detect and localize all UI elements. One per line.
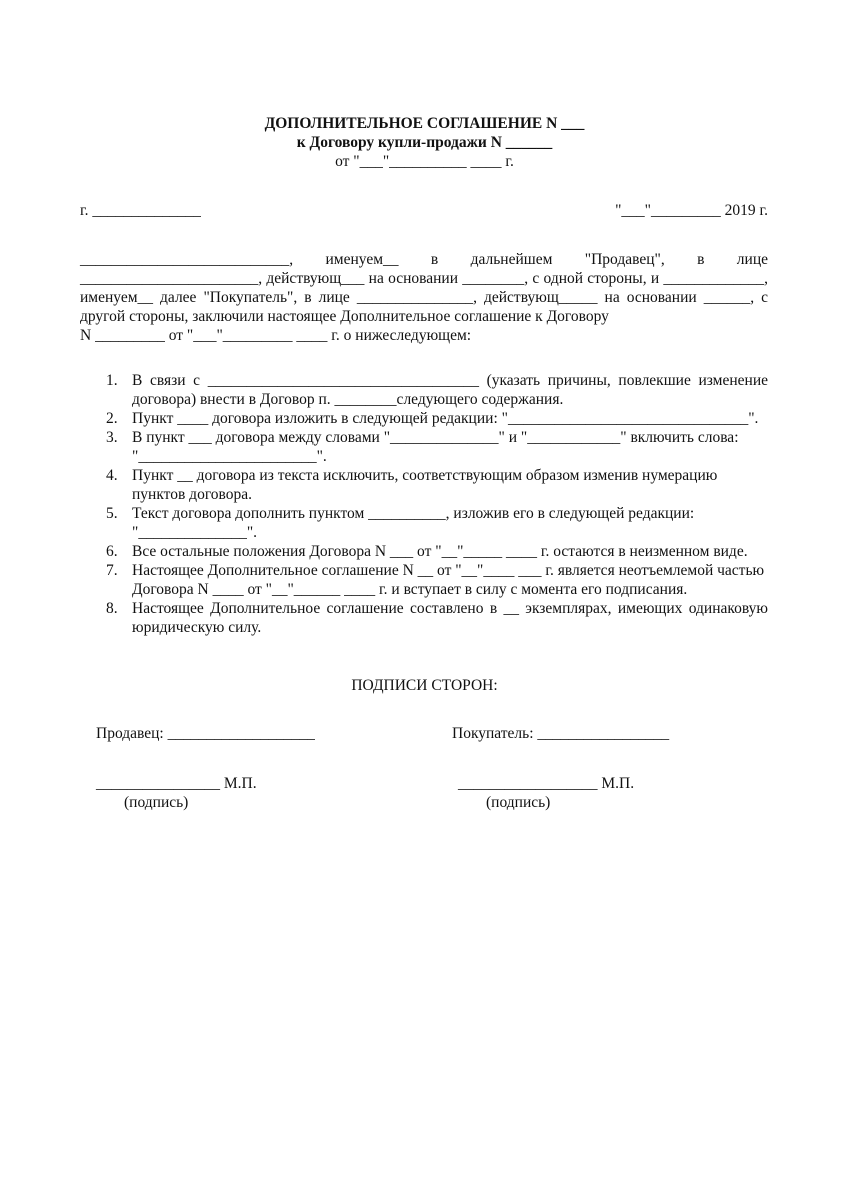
clause-line: Настоящее Дополнительное соглашение составлено в __ экземплярах, имеющих одинаковую bbox=[132, 600, 768, 617]
clause-line: В связи с ___________________________________ (указать причины, повлекшие изменение bbox=[132, 372, 768, 389]
clause-line: В пункт ___ договора между словами "______________" и "____________" включить слова: bbox=[132, 429, 739, 446]
preamble-line: N _________ от "___"_________ ____ г. о нижеследующем: bbox=[80, 327, 472, 344]
preamble-line: именуем__ далее "Покупатель", в лице _______________, действующ_____ на основании ______, с bbox=[80, 289, 768, 306]
clause-number: 6. bbox=[106, 543, 118, 560]
seller-label: Продавец: ___________________ bbox=[96, 725, 315, 742]
clause-item bbox=[80, 542, 768, 561]
clause-item bbox=[80, 409, 768, 428]
clause-line: Настоящее Дополнительное соглашение N __ от "__"____ ___ г. является неотъемлемой частью bbox=[132, 562, 765, 579]
document-date-line: от "___"__________ ____ г. bbox=[335, 153, 514, 170]
clause-line: "_______________________". bbox=[132, 448, 327, 465]
date-field: "___"_________ 2019 г. bbox=[615, 202, 768, 219]
document-title: ДОПОЛНИТЕЛЬНОЕ СОГЛАШЕНИЕ N ___ bbox=[264, 115, 585, 132]
preamble-line: _______________________, действующ___ на основании ________, с одной стороны, и _____________, bbox=[80, 270, 768, 287]
clause-item bbox=[80, 428, 768, 466]
clause-line: "______________". bbox=[132, 524, 258, 541]
clause-line: Пункт ____ договора изложить в следующей редакции: "_______________________________". bbox=[132, 410, 759, 427]
clause-number: 1. bbox=[106, 372, 118, 389]
seller-signature-caption: (подпись) bbox=[124, 794, 189, 811]
clause-number: 2. bbox=[106, 410, 118, 427]
clause-line: Текст договора дополнить пунктом __________, изложив его в следующей редакции: bbox=[132, 505, 695, 522]
clauses-list bbox=[80, 371, 768, 637]
clause-item bbox=[80, 599, 768, 637]
buyer-signature-block bbox=[458, 774, 634, 812]
buyer-signature-caption: (подпись) bbox=[486, 794, 551, 811]
preamble-line: другой стороны, заключили настоящее Дополнительное соглашение к Договору bbox=[80, 308, 609, 325]
clause-line: договора) внести в Договор п. ________следующего содержания. bbox=[132, 391, 564, 408]
clause-number: 7. bbox=[106, 562, 118, 579]
buyer-signature-line: __________________ М.П. bbox=[458, 775, 635, 792]
seller-signature-block bbox=[96, 774, 257, 812]
clause-line: Пункт __ договора из текста исключить, соответствующим образом изменив нумерацию bbox=[132, 467, 718, 484]
clause-line: Договора N ____ от "__"______ ____ г. и вступает в силу с момента его подписания. bbox=[132, 581, 688, 598]
clause-line: юридическую силу. bbox=[132, 619, 262, 636]
buyer-label: Покупатель: _________________ bbox=[452, 725, 670, 742]
place-and-date bbox=[80, 201, 768, 220]
clause-item bbox=[80, 371, 768, 409]
clause-number: 4. bbox=[106, 467, 118, 484]
document-header bbox=[0, 114, 849, 171]
place-field: г. ______________ bbox=[80, 202, 201, 219]
clause-number: 8. bbox=[106, 600, 118, 617]
seller-signature-line: ________________ М.П. bbox=[96, 775, 257, 792]
clause-line: Все остальные положения Договора N ___ от "__"_____ ____ г. остаются в неизменном виде. bbox=[132, 543, 748, 560]
clause-number: 5. bbox=[106, 505, 118, 522]
clause-line: пунктов договора. bbox=[132, 486, 253, 503]
clause-number: 3. bbox=[106, 429, 118, 446]
clause-item bbox=[80, 466, 768, 504]
clause-item bbox=[80, 504, 768, 542]
document-subtitle: к Договору купли-продажи N ______ bbox=[296, 134, 553, 151]
preamble-line: ___________________________, именуем__ в дальнейшем "Продавец", в лице bbox=[80, 251, 768, 268]
clause-item bbox=[80, 561, 768, 599]
preamble bbox=[80, 250, 768, 345]
signatures-title: ПОДПИСИ СТОРОН: bbox=[351, 677, 498, 694]
